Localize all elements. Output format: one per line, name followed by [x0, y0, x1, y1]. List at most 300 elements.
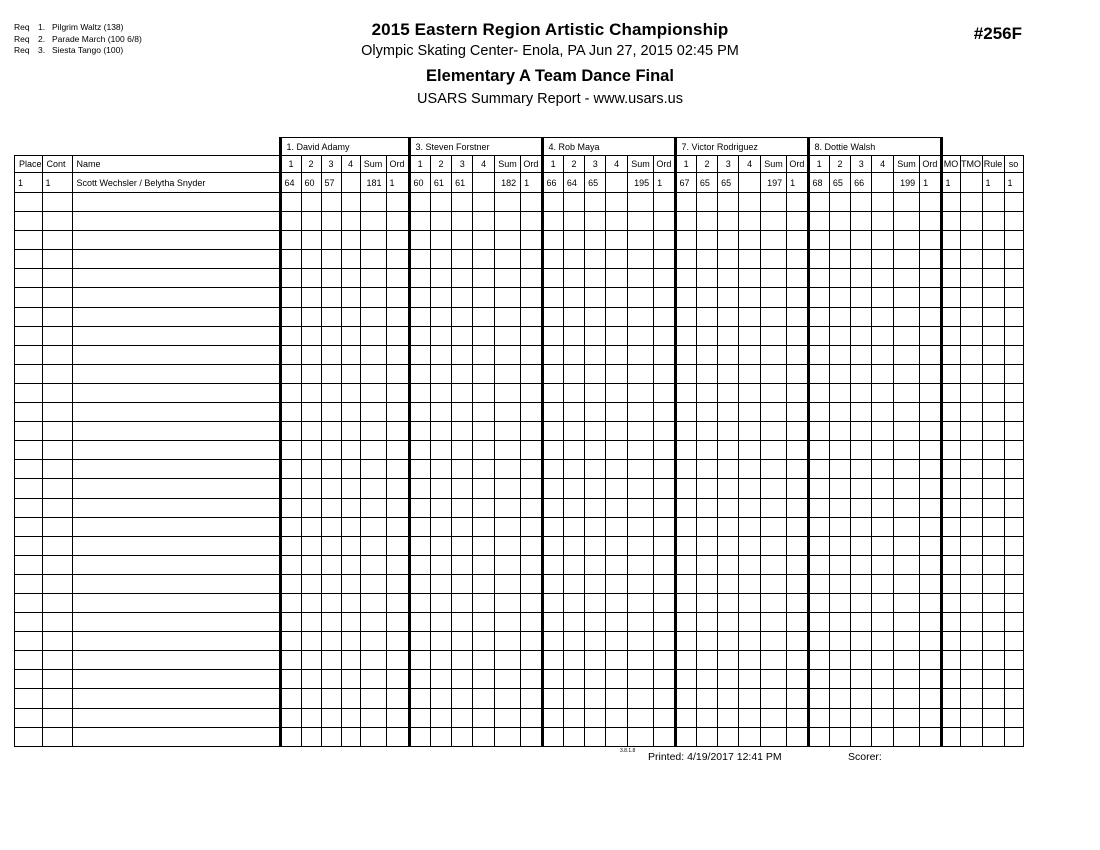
empty-cell [72, 555, 280, 574]
empty-cell [893, 670, 919, 689]
empty-cell [920, 193, 941, 212]
empty-cell [920, 555, 941, 574]
empty-cell [321, 727, 341, 746]
empty-cell [409, 670, 430, 689]
empty-cell [627, 651, 653, 670]
empty-cell [872, 460, 893, 479]
empty-cell [542, 460, 563, 479]
empty-cell [960, 517, 982, 536]
empty-cell [280, 460, 301, 479]
empty-cell [42, 422, 72, 441]
table-row[interactable] [15, 593, 1024, 612]
empty-cell [15, 288, 43, 307]
empty-cell [1004, 403, 1023, 422]
empty-cell [360, 231, 386, 250]
empty-cell [42, 307, 72, 326]
empty-cell [654, 517, 675, 536]
table-row[interactable] [15, 460, 1024, 479]
empty-cell [1004, 364, 1023, 383]
cell-j4-s3: 65 [718, 173, 739, 193]
empty-cell [718, 593, 739, 612]
empty-cell [787, 613, 808, 632]
empty-cell [360, 307, 386, 326]
cell-place: 1 [15, 173, 43, 193]
empty-cell [72, 651, 280, 670]
empty-cell [606, 460, 627, 479]
empty-cell [739, 689, 760, 708]
empty-cell [430, 345, 451, 364]
empty-cell [452, 364, 473, 383]
empty-cell [280, 422, 301, 441]
empty-cell [360, 555, 386, 574]
table-row[interactable] [15, 193, 1024, 212]
empty-cell [808, 498, 829, 517]
empty-cell [72, 193, 280, 212]
empty-cell [851, 651, 872, 670]
empty-cell [409, 498, 430, 517]
empty-cell [301, 460, 321, 479]
empty-cell [473, 307, 494, 326]
table-row[interactable] [15, 555, 1024, 574]
empty-cell [1004, 383, 1023, 402]
empty-cell [494, 231, 520, 250]
empty-cell [982, 403, 1004, 422]
empty-cell [872, 574, 893, 593]
empty-cell [654, 574, 675, 593]
empty-cell [430, 460, 451, 479]
empty-cell [585, 574, 606, 593]
empty-cell [585, 498, 606, 517]
empty-cell [872, 345, 893, 364]
empty-cell [718, 231, 739, 250]
empty-cell [1004, 269, 1023, 288]
empty-cell [760, 250, 786, 269]
empty-cell [494, 212, 520, 231]
empty-cell [654, 498, 675, 517]
empty-cell [494, 269, 520, 288]
empty-cell [718, 708, 739, 727]
empty-cell [829, 689, 850, 708]
empty-cell [280, 383, 301, 402]
empty-cell [760, 727, 786, 746]
header-mo: MO [941, 156, 960, 173]
table-row[interactable] [15, 250, 1024, 269]
empty-cell [341, 307, 360, 326]
empty-cell [473, 613, 494, 632]
empty-cell [585, 441, 606, 460]
empty-cell [521, 212, 542, 231]
empty-cell [585, 460, 606, 479]
empty-cell [585, 727, 606, 746]
empty-cell [1004, 250, 1023, 269]
empty-cell [760, 231, 786, 250]
empty-cell [696, 536, 717, 555]
header-j5-s3: 3 [851, 156, 872, 173]
table-row[interactable] [15, 536, 1024, 555]
empty-cell [409, 613, 430, 632]
empty-cell [452, 517, 473, 536]
empty-cell [494, 727, 520, 746]
empty-cell [280, 479, 301, 498]
empty-cell [280, 250, 301, 269]
empty-cell [982, 574, 1004, 593]
empty-cell [42, 498, 72, 517]
header-j4-ord: Ord [787, 156, 808, 173]
empty-cell [982, 498, 1004, 517]
empty-cell [72, 422, 280, 441]
empty-cell [563, 593, 584, 612]
empty-cell [787, 212, 808, 231]
empty-cell [960, 593, 982, 612]
empty-cell [851, 364, 872, 383]
empty-cell [787, 574, 808, 593]
table-row[interactable] [15, 307, 1024, 326]
table-row[interactable] [15, 651, 1024, 670]
empty-cell [360, 422, 386, 441]
empty-cell [960, 689, 982, 708]
empty-cell [675, 383, 696, 402]
empty-cell [1004, 632, 1023, 651]
requirement-label: Req [14, 33, 30, 44]
table-row[interactable] [15, 173, 1024, 193]
cell-mo: 1 [941, 173, 960, 193]
table-row[interactable] [15, 383, 1024, 402]
empty-cell [409, 574, 430, 593]
empty-cell [452, 689, 473, 708]
empty-cell [341, 288, 360, 307]
header-place: Place [15, 156, 43, 173]
empty-cell [606, 632, 627, 651]
empty-cell [386, 193, 409, 212]
table-row[interactable] [15, 441, 1024, 460]
empty-cell [808, 250, 829, 269]
empty-cell [760, 288, 786, 307]
judge-name-1: 1. David Adamy [280, 138, 409, 156]
empty-cell [851, 689, 872, 708]
empty-cell [409, 479, 430, 498]
empty-cell [15, 613, 43, 632]
empty-cell [585, 536, 606, 555]
empty-cell [739, 574, 760, 593]
empty-cell [627, 689, 653, 708]
table-row[interactable] [15, 364, 1024, 383]
empty-cell [941, 326, 960, 345]
empty-cell [851, 307, 872, 326]
empty-cell [321, 479, 341, 498]
scorer-label: Scorer: [848, 751, 882, 763]
empty-cell [386, 498, 409, 517]
empty-cell [851, 574, 872, 593]
empty-cell [808, 307, 829, 326]
empty-cell [920, 326, 941, 345]
empty-cell [341, 250, 360, 269]
empty-cell [606, 403, 627, 422]
cell-j2-s4 [473, 173, 494, 193]
table-row[interactable] [15, 498, 1024, 517]
empty-cell [473, 326, 494, 345]
table-row[interactable] [15, 613, 1024, 632]
empty-cell [409, 689, 430, 708]
empty-cell [585, 250, 606, 269]
empty-cell [452, 193, 473, 212]
empty-cell [760, 193, 786, 212]
empty-cell [321, 593, 341, 612]
empty-cell [696, 574, 717, 593]
empty-cell [739, 498, 760, 517]
empty-cell [360, 651, 386, 670]
empty-cell [606, 193, 627, 212]
empty-cell [452, 288, 473, 307]
empty-cell [606, 517, 627, 536]
empty-cell [42, 231, 72, 250]
judge-name-3: 4. Rob Maya [542, 138, 675, 156]
empty-cell [72, 269, 280, 288]
empty-cell [72, 288, 280, 307]
empty-cell [654, 689, 675, 708]
empty-cell [563, 193, 584, 212]
empty-cell [42, 345, 72, 364]
column-header-row [15, 156, 1024, 173]
empty-cell [654, 269, 675, 288]
empty-cell [430, 383, 451, 402]
empty-cell [718, 498, 739, 517]
table-row[interactable] [15, 708, 1024, 727]
empty-cell [606, 689, 627, 708]
empty-cell [872, 613, 893, 632]
empty-cell [675, 689, 696, 708]
empty-cell [521, 364, 542, 383]
empty-cell [787, 536, 808, 555]
empty-cell [360, 536, 386, 555]
cell-j3-ord: 1 [654, 173, 675, 193]
empty-cell [872, 689, 893, 708]
empty-cell [941, 212, 960, 231]
empty-cell [563, 326, 584, 345]
empty-cell [494, 632, 520, 651]
empty-cell [1004, 307, 1023, 326]
empty-cell [15, 708, 43, 727]
empty-cell [941, 498, 960, 517]
cell-j1-s4 [341, 173, 360, 193]
table-row[interactable] [15, 212, 1024, 231]
empty-cell [521, 555, 542, 574]
empty-cell [563, 613, 584, 632]
judge-name-5: 8. Dottie Walsh [808, 138, 941, 156]
empty-cell [829, 632, 850, 651]
empty-cell [675, 193, 696, 212]
empty-cell [341, 651, 360, 670]
empty-cell [606, 498, 627, 517]
empty-cell [654, 441, 675, 460]
empty-cell [473, 593, 494, 612]
empty-cell [654, 345, 675, 364]
empty-cell [521, 670, 542, 689]
empty-cell [606, 651, 627, 670]
empty-cell [787, 345, 808, 364]
empty-cell [920, 689, 941, 708]
empty-cell [893, 193, 919, 212]
empty-cell [280, 593, 301, 612]
empty-cell [654, 651, 675, 670]
empty-cell [321, 231, 341, 250]
empty-cell [360, 383, 386, 402]
empty-cell [654, 422, 675, 441]
empty-cell [452, 345, 473, 364]
empty-cell [627, 708, 653, 727]
table-row[interactable] [15, 479, 1024, 498]
empty-cell [542, 593, 563, 612]
header-j1-s1: 1 [280, 156, 301, 173]
empty-cell [982, 536, 1004, 555]
empty-cell [1004, 593, 1023, 612]
table-row[interactable] [15, 632, 1024, 651]
empty-cell [982, 441, 1004, 460]
empty-cell [360, 326, 386, 345]
empty-cell [654, 364, 675, 383]
empty-cell [627, 307, 653, 326]
empty-cell [42, 517, 72, 536]
header-j3-s1: 1 [542, 156, 563, 173]
empty-cell [718, 403, 739, 422]
empty-cell [941, 441, 960, 460]
empty-cell [920, 498, 941, 517]
empty-cell [893, 250, 919, 269]
empty-cell [627, 460, 653, 479]
table-row[interactable] [15, 345, 1024, 364]
empty-cell [473, 288, 494, 307]
empty-cell [606, 536, 627, 555]
empty-cell [739, 193, 760, 212]
empty-cell [851, 383, 872, 402]
empty-cell [452, 383, 473, 402]
empty-cell [386, 364, 409, 383]
empty-cell [718, 288, 739, 307]
table-row[interactable] [15, 326, 1024, 345]
empty-cell [473, 479, 494, 498]
empty-cell [1004, 212, 1023, 231]
empty-cell [563, 651, 584, 670]
empty-cell [280, 307, 301, 326]
table-row[interactable] [15, 422, 1024, 441]
table-row[interactable] [15, 288, 1024, 307]
empty-cell [494, 555, 520, 574]
empty-cell [718, 651, 739, 670]
empty-cell [675, 479, 696, 498]
empty-cell [473, 708, 494, 727]
empty-cell [920, 460, 941, 479]
empty-cell [960, 574, 982, 593]
empty-cell [808, 689, 829, 708]
empty-cell [941, 479, 960, 498]
empty-cell [521, 498, 542, 517]
empty-cell [1004, 670, 1023, 689]
empty-cell [960, 555, 982, 574]
empty-cell [321, 708, 341, 727]
empty-cell [851, 441, 872, 460]
header-j4-s1: 1 [675, 156, 696, 173]
empty-cell [473, 364, 494, 383]
empty-cell [301, 632, 321, 651]
empty-cell [606, 231, 627, 250]
empty-cell [739, 231, 760, 250]
header-j5-s4: 4 [872, 156, 893, 173]
empty-cell [654, 212, 675, 231]
empty-cell [280, 403, 301, 422]
empty-cell [301, 708, 321, 727]
empty-cell [920, 574, 941, 593]
empty-cell [409, 345, 430, 364]
empty-cell [627, 555, 653, 574]
empty-cell [409, 269, 430, 288]
empty-cell [829, 383, 850, 402]
empty-cell [627, 593, 653, 612]
empty-cell [301, 231, 321, 250]
table-row[interactable] [15, 574, 1024, 593]
requirement-text: Pilgrim Waltz (138) [52, 22, 124, 32]
cell-j3-s1: 66 [542, 173, 563, 193]
empty-cell [941, 307, 960, 326]
empty-cell [851, 536, 872, 555]
empty-cell [960, 383, 982, 402]
empty-cell [1004, 574, 1023, 593]
empty-cell [430, 632, 451, 651]
empty-cell [760, 307, 786, 326]
empty-cell [542, 250, 563, 269]
cell-j1-s2: 60 [301, 173, 321, 193]
empty-cell [982, 555, 1004, 574]
empty-cell [360, 727, 386, 746]
requirement-text: Parade March (100 6/8) [52, 33, 142, 44]
empty-cell [386, 307, 409, 326]
table-row[interactable] [15, 689, 1024, 708]
table-row[interactable] [15, 517, 1024, 536]
empty-cell [696, 689, 717, 708]
empty-cell [808, 288, 829, 307]
empty-cell [15, 670, 43, 689]
table-row[interactable] [15, 670, 1024, 689]
empty-cell [521, 651, 542, 670]
empty-cell [280, 727, 301, 746]
empty-cell [1004, 708, 1023, 727]
empty-cell [808, 422, 829, 441]
empty-cell [675, 498, 696, 517]
empty-cell [760, 460, 786, 479]
table-row[interactable] [15, 403, 1024, 422]
empty-cell [920, 670, 941, 689]
empty-cell [15, 651, 43, 670]
empty-cell [760, 536, 786, 555]
empty-cell [72, 498, 280, 517]
table-row[interactable] [15, 727, 1024, 746]
cell-j1-s1: 64 [280, 173, 301, 193]
empty-cell [386, 212, 409, 231]
empty-cell [654, 326, 675, 345]
empty-cell [301, 517, 321, 536]
empty-cell [675, 422, 696, 441]
empty-cell [321, 536, 341, 555]
empty-cell [787, 651, 808, 670]
empty-cell [718, 212, 739, 231]
header-j3-ord: Ord [654, 156, 675, 173]
empty-cell [473, 689, 494, 708]
empty-cell [960, 613, 982, 632]
empty-cell [494, 288, 520, 307]
empty-cell [280, 441, 301, 460]
table-row[interactable] [15, 231, 1024, 250]
table-row[interactable] [15, 269, 1024, 288]
empty-cell [494, 460, 520, 479]
header-j5-ord: Ord [920, 156, 941, 173]
